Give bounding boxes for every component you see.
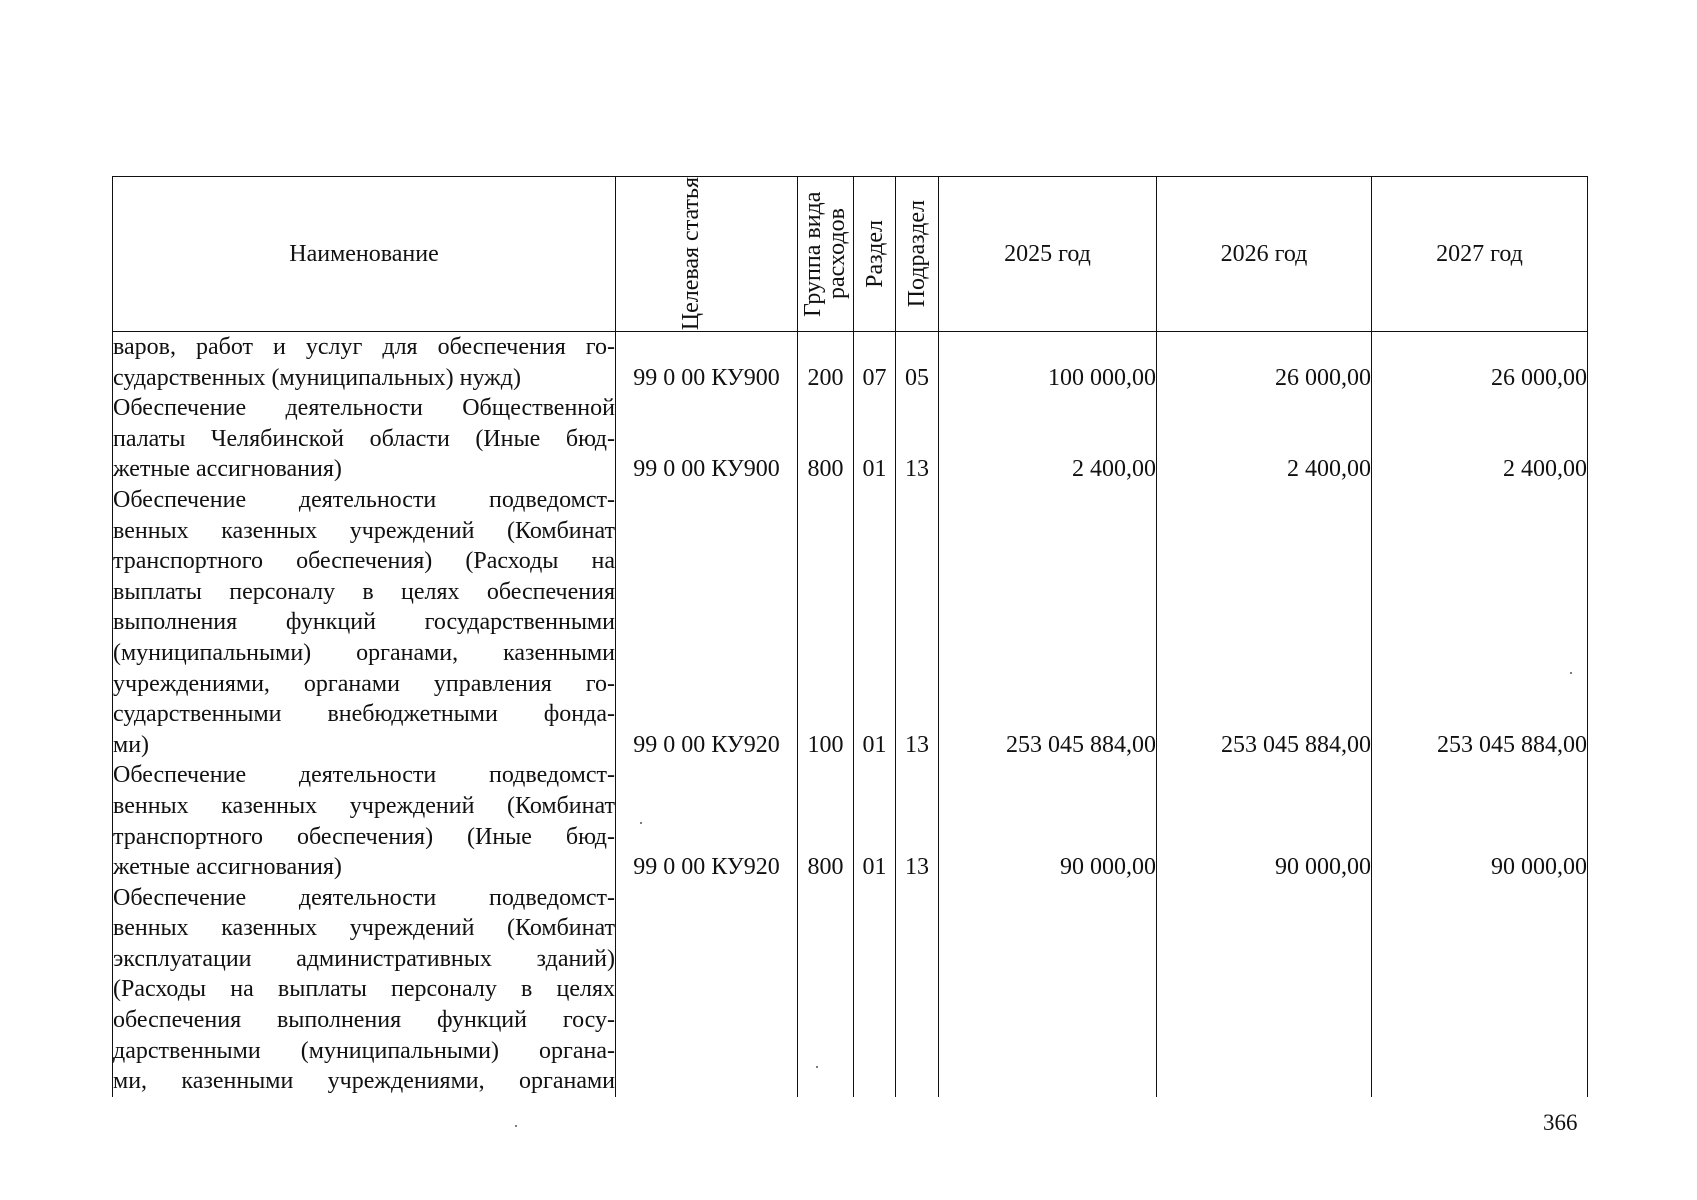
header-year-2025: 2025 год <box>939 177 1157 332</box>
header-year-2026: 2026 год <box>1157 177 1372 332</box>
row-section: 01 <box>854 393 896 485</box>
row-year-2027: 253 045 884,00 <box>1372 485 1588 760</box>
row-subsection: 05 <box>896 332 939 394</box>
table-body <box>113 332 1588 1097</box>
header-section: Раздел <box>854 177 896 332</box>
row-year-2027: 90 000,00 <box>1372 760 1588 882</box>
budget-table <box>112 176 1588 1097</box>
row-year-2025 <box>939 883 1157 1097</box>
row-name: Обеспечение деятельности подведомст- венных казенных учреждений (Комбинат транспортного обеспечения) (Расходы на выплаты персоналу в целях обеспечения выполнения функций государственными (муниципальными) органами, казенными учреждениями, органами управления го- сударственными внебюджетными фонда- ми) <box>113 485 616 760</box>
row-target-article: 99 0 00 КУ900 <box>616 393 798 485</box>
table-row <box>113 883 1588 1097</box>
row-section: 01 <box>854 485 896 760</box>
table-row <box>113 332 1588 394</box>
row-year-2027: 2 400,00 <box>1372 393 1588 485</box>
header-year-2027: 2027 год <box>1372 177 1588 332</box>
row-year-2025: 2 400,00 <box>939 393 1157 485</box>
row-target-article: 99 0 00 КУ900 <box>616 332 798 394</box>
row-target-article: 99 0 00 КУ920 <box>616 760 798 882</box>
header-name: Наименование <box>113 177 616 332</box>
row-year-2026: 2 400,00 <box>1157 393 1372 485</box>
scan-speck <box>640 822 642 824</box>
row-name: Обеспечение деятельности подведомст- венных казенных учреждений (Комбинат эксплуатации административных зданий) (Расходы на выплаты персоналу в целях обеспечения выполнения функций госу- дарственными (муниципальными) органа- ми, казенными учреждениями, органами <box>113 883 616 1097</box>
row-year-2026: 253 045 884,00 <box>1157 485 1372 760</box>
row-year-2026 <box>1157 883 1372 1097</box>
table-header-row <box>113 177 1588 332</box>
row-year-2025: 100 000,00 <box>939 332 1157 394</box>
header-subsection: Подраздел <box>896 177 939 332</box>
header-expense-group: Группа вида расходов <box>798 177 854 332</box>
scan-speck <box>515 1125 517 1127</box>
table-row <box>113 760 1588 882</box>
row-target-article <box>616 883 798 1097</box>
table-row <box>113 485 1588 760</box>
row-subsection <box>896 883 939 1097</box>
row-expense-group: 800 <box>798 760 854 882</box>
row-name: Обеспечение деятельности подведомст- венных казенных учреждений (Комбинат транспортного обеспечения) (Иные бюд- жетные ассигнования) <box>113 760 616 882</box>
row-target-article: 99 0 00 КУ920 <box>616 485 798 760</box>
row-year-2025: 90 000,00 <box>939 760 1157 882</box>
row-expense-group <box>798 883 854 1097</box>
row-year-2025: 253 045 884,00 <box>939 485 1157 760</box>
row-name: варов, работ и услуг для обеспечения го- сударственных (муниципальных) нужд) <box>113 332 616 394</box>
row-expense-group: 800 <box>798 393 854 485</box>
row-section: 07 <box>854 332 896 394</box>
row-year-2026: 26 000,00 <box>1157 332 1372 394</box>
row-year-2027: 26 000,00 <box>1372 332 1588 394</box>
row-year-2027 <box>1372 883 1588 1097</box>
header-target-article: Целевая статья <box>616 177 798 332</box>
row-year-2026: 90 000,00 <box>1157 760 1372 882</box>
row-section <box>854 883 896 1097</box>
page-number: 366 <box>1543 1110 1578 1135</box>
scan-speck <box>816 1066 818 1068</box>
row-expense-group: 200 <box>798 332 854 394</box>
row-section: 01 <box>854 760 896 882</box>
row-name: Обеспечение деятельности Общественной палаты Челябинской области (Иные бюд- жетные ассигнования) <box>113 393 616 485</box>
scan-speck <box>1570 672 1572 674</box>
row-subsection: 13 <box>896 393 939 485</box>
row-subsection: 13 <box>896 760 939 882</box>
row-subsection: 13 <box>896 485 939 760</box>
table-row <box>113 393 1588 485</box>
row-expense-group: 100 <box>798 485 854 760</box>
